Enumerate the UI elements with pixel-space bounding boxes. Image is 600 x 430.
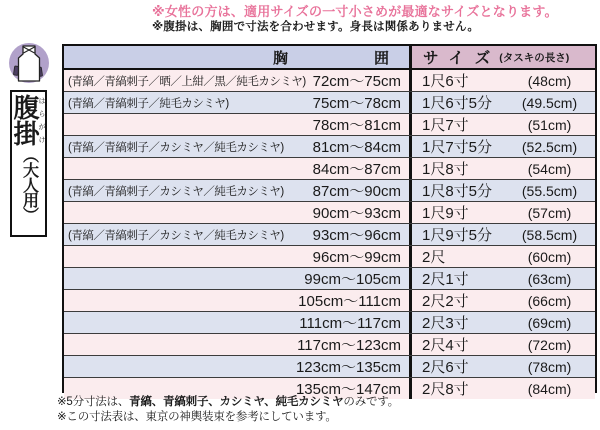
- size-value: 1尺7寸: [422, 117, 469, 134]
- size-value: 1尺7寸5分: [422, 139, 493, 156]
- size-value: 2尺2寸: [422, 293, 469, 310]
- size-cell: [412, 378, 595, 399]
- title-subtitle-adult: （大人用）: [20, 147, 38, 222]
- chest-cell: [64, 334, 412, 355]
- chest-range: 93cm～96cm: [312, 227, 401, 244]
- tasuki-length: (60cm): [527, 248, 572, 265]
- note-5bu-fabrics: ※5分寸法は、青縞、青縞刺子、カシミヤ、純毛カシミヤのみです。: [57, 396, 399, 408]
- chest-cell: [64, 356, 412, 377]
- size-cell: [412, 158, 595, 179]
- chest-cell: [64, 180, 412, 201]
- tasuki-length: (55.5cm): [521, 182, 578, 199]
- tasuki-length: (52.5cm): [521, 138, 578, 155]
- title-char-hara: 腹はら: [10, 94, 45, 120]
- fabric-label: (青縞／青縞刺子／晒／上紺／黒／純毛カシミヤ): [68, 75, 306, 88]
- chest-cell: [64, 246, 412, 267]
- note-women-size: ※女性の方は、適用サイズの一寸小さめが最適なサイズとなります。: [152, 4, 558, 19]
- chest-range: 81cm～84cm: [312, 139, 401, 156]
- table-row: [64, 113, 595, 135]
- chest-range: 72cm～75cm: [312, 73, 401, 90]
- chest-header-cell: [64, 46, 412, 68]
- size-value: 2尺: [422, 249, 446, 266]
- chest-range: 90cm～93cm: [312, 205, 401, 222]
- size-header-cell: [412, 46, 595, 68]
- table-row: [64, 91, 595, 113]
- chest-cell: [64, 202, 412, 223]
- size-cell: [412, 92, 595, 113]
- chest-range: 117cm～123cm: [297, 337, 401, 354]
- table-row: [64, 355, 595, 377]
- table-row: [64, 70, 595, 91]
- size-cell: [412, 224, 595, 245]
- fabric-label: (青縞／青縞刺子／純毛カシミヤ): [68, 97, 229, 110]
- tasuki-length: (48cm): [527, 72, 572, 89]
- tasuki-length: (57cm): [527, 204, 572, 221]
- size-value: 1尺9寸5分: [422, 227, 493, 244]
- chest-range: 135cm～147cm: [295, 381, 401, 398]
- size-value: 1尺6寸: [422, 73, 469, 90]
- chest-range: 96cm～99cm: [312, 249, 401, 266]
- size-cell: [412, 70, 595, 91]
- chest-range: 87cm～90cm: [312, 183, 401, 200]
- tasuki-length: (78cm): [527, 358, 572, 375]
- table-row: [64, 157, 595, 179]
- size-cell: [412, 290, 595, 311]
- product-title: [12, 94, 45, 222]
- chest-cell: [64, 312, 412, 333]
- table-row: [64, 289, 595, 311]
- fabric-label: (青縞／青縞刺子／カシミヤ／純毛カシミヤ): [68, 229, 284, 242]
- size-value: 1尺6寸5分: [422, 95, 493, 112]
- chest-range: 75cm～78cm: [312, 95, 401, 112]
- size-header-label: サイズ: [423, 50, 502, 67]
- tasuki-length: (69cm): [527, 314, 572, 331]
- size-value: 2尺3寸: [422, 315, 469, 332]
- chest-range: 99cm～105cm: [304, 271, 401, 288]
- chest-range: 111cm～117cm: [299, 315, 401, 332]
- size-value: 2尺6寸: [422, 359, 469, 376]
- size-value: 2尺8寸: [422, 381, 469, 398]
- chest-range: 78cm～81cm: [312, 117, 401, 134]
- table-row: [64, 267, 595, 289]
- chest-cell: [64, 224, 412, 245]
- size-value: 1尺9寸: [422, 205, 469, 222]
- tasuki-length: (54cm): [527, 160, 572, 177]
- chest-cell: [64, 92, 412, 113]
- size-cell: [412, 114, 595, 135]
- size-value: 1尺8寸5分: [422, 183, 493, 200]
- tasuki-length: (51cm): [527, 116, 572, 133]
- size-cell: [412, 334, 595, 355]
- table-row: [64, 311, 595, 333]
- tasuki-length: (58.5cm): [521, 226, 578, 243]
- chest-cell: [64, 114, 412, 135]
- size-cell: [412, 356, 595, 377]
- chest-cell: [64, 268, 412, 289]
- haragake-garment-icon: [8, 42, 50, 84]
- product-title-box: [10, 90, 47, 237]
- chest-range: 123cm～135cm: [295, 359, 401, 376]
- chest-cell: [64, 70, 412, 91]
- note-chest-measure: ※腹掛は、胸囲で寸法を合わせます。身長は関係ありません。: [152, 21, 480, 33]
- tasuki-length: (49.5cm): [521, 94, 578, 111]
- fabric-label: (青縞／青縞刺子／カシミヤ／純毛カシミヤ): [68, 141, 284, 154]
- chest-cell: [64, 136, 412, 157]
- top-notes: [152, 3, 558, 35]
- table-row: [64, 135, 595, 157]
- chest-cell: [64, 158, 412, 179]
- size-cell: [412, 202, 595, 223]
- table-row: [64, 201, 595, 223]
- size-cell: [412, 268, 595, 289]
- table-row: [64, 333, 595, 355]
- size-cell: [412, 246, 595, 267]
- title-char-gake: 掛がけ: [10, 120, 45, 146]
- size-value: 2尺1寸: [422, 271, 469, 288]
- chest-range: 84cm～87cm: [312, 161, 401, 178]
- size-cell: [412, 136, 595, 157]
- tasuki-length: (66cm): [527, 292, 572, 309]
- tasuki-length: (72cm): [527, 336, 572, 353]
- chest-header-char2: 囲: [373, 49, 389, 67]
- tasuki-length: (84cm): [527, 380, 572, 397]
- note-tokyo-reference: ※この寸法表は、東京の神輿装束を参考にしています。: [57, 410, 337, 423]
- table-row: [64, 223, 595, 245]
- size-value: 2尺4寸: [422, 337, 469, 354]
- tasuki-header-label: (タスキの長さ): [499, 51, 570, 64]
- table-header: [64, 46, 595, 70]
- size-cell: [412, 180, 595, 201]
- fabric-label: (青縞／青縞刺子／カシミヤ／純毛カシミヤ): [68, 185, 284, 198]
- size-value: 1尺8寸: [422, 161, 469, 178]
- table-row: [64, 179, 595, 201]
- tasuki-length: (63cm): [527, 270, 572, 287]
- chest-cell: [64, 290, 412, 311]
- chest-header-char1: 胸: [272, 49, 288, 67]
- table-row: [64, 245, 595, 267]
- size-table: [62, 44, 597, 398]
- bottom-notes: [57, 395, 399, 424]
- size-cell: [412, 312, 595, 333]
- chest-range: 105cm～111cm: [298, 293, 401, 310]
